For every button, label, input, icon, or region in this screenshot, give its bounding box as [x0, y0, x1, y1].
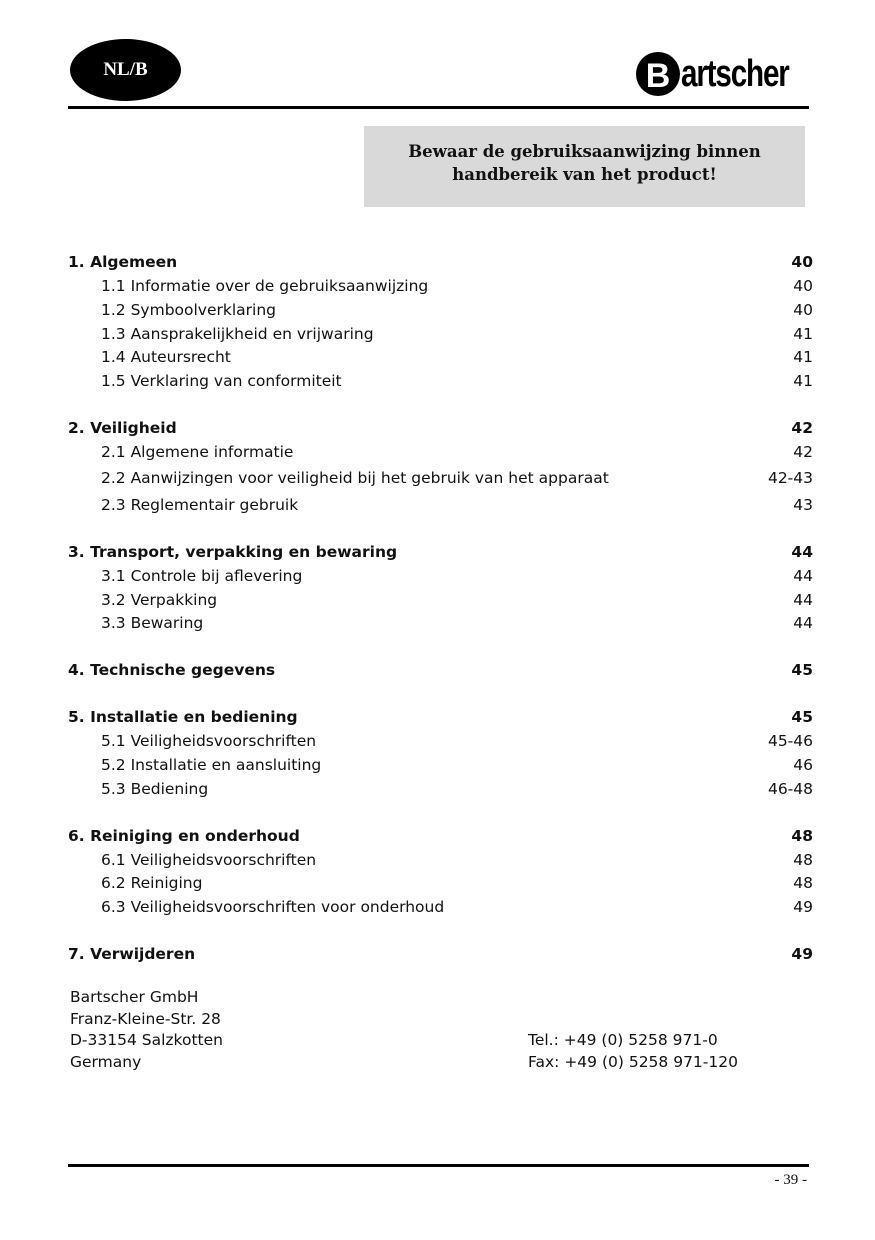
toc-item-label: 6.3 Veiligheidsvoorschriften voor onderhoud — [101, 898, 445, 916]
toc-item — [0, 588, 875, 612]
address-city: D-33154 Salzkotten — [70, 1031, 223, 1049]
toc-item — [0, 848, 875, 872]
toc-section-title: 4. Technische gegevens — [68, 661, 276, 679]
toc-item-label: 5.3 Bediening — [101, 780, 209, 798]
toc-section-title: 6. Reiniging en onderhoud — [68, 827, 300, 845]
brand-logo-b-icon — [636, 52, 680, 96]
toc-item-label: 3.2 Verpakking — [101, 591, 218, 609]
toc-item-page: 46-48 — [767, 780, 813, 798]
toc-section-page: 45 — [791, 708, 813, 726]
toc-item-page: 45-46 — [767, 732, 813, 750]
toc-section-page: 49 — [791, 945, 813, 963]
company-contact — [528, 1030, 738, 1073]
toc-item — [0, 871, 875, 895]
toc-item-label: 5.2 Installatie en aansluiting — [101, 756, 322, 774]
brand-logo-letter: B — [645, 57, 671, 95]
toc-item — [0, 298, 875, 322]
brand-name: artscher — [681, 53, 789, 95]
toc-section-title: 7. Verwijderen — [68, 945, 196, 963]
toc-item-label: 1.3 Aansprakelijkheid en vrijwaring — [101, 325, 374, 343]
toc-item-label: 1.4 Auteursrecht — [101, 348, 231, 366]
toc-item-page: 44 — [793, 614, 813, 632]
toc-item-page: 44 — [793, 567, 813, 585]
toc-section — [0, 658, 875, 682]
toc-item-page: 41 — [793, 372, 813, 390]
footer-divider — [68, 1164, 809, 1167]
toc-item — [0, 895, 875, 919]
language-badge: NL/B — [70, 39, 181, 101]
toc-item-page: 46 — [793, 756, 813, 774]
toc-item — [0, 274, 875, 298]
toc-section-title: 5. Installatie en bediening — [68, 708, 298, 726]
address-country: Germany — [70, 1052, 142, 1071]
notice-line-2: handbereik van het product! — [452, 165, 717, 184]
toc-item-label: 1.2 Symboolverklaring — [101, 301, 277, 319]
toc-item — [0, 729, 875, 753]
toc-item-label: 5.1 Veiligheidsvoorschriften — [101, 732, 317, 750]
toc-item-page: 40 — [793, 301, 813, 319]
toc-item-label: 1.1 Informatie over de gebruiksaanwijzing — [101, 277, 429, 295]
toc-item-page: 42-43 — [767, 469, 813, 487]
toc-item-label: 2.3 Reglementair gebruik — [101, 496, 299, 514]
toc-item-label: 6.2 Reiniging — [101, 874, 203, 892]
toc-item-label: 2.1 Algemene informatie — [101, 443, 294, 461]
toc-item-page: 48 — [793, 851, 813, 869]
toc-section — [0, 250, 875, 274]
toc-item-label: 2.2 Aanwijzingen voor veiligheid bij het gebruik van het apparaat — [101, 469, 609, 487]
toc-section — [0, 416, 875, 440]
toc-item — [0, 322, 875, 346]
toc-section — [0, 540, 875, 564]
notice-line-1: Bewaar de gebruiksaanwijzing binnen — [408, 142, 761, 161]
toc-section-page: 45 — [791, 661, 813, 679]
contact-tel: Tel.: +49 (0) 5258 971-0 — [528, 1031, 718, 1049]
toc-item-label: 3.3 Bewaring — [101, 614, 204, 632]
toc-item-page: 49 — [793, 898, 813, 916]
toc-item — [0, 440, 875, 464]
toc-section-page: 42 — [791, 419, 813, 437]
toc-item-page: 41 — [793, 325, 813, 343]
header-divider — [68, 106, 809, 109]
toc-item — [0, 345, 875, 369]
toc-item-page: 41 — [793, 348, 813, 366]
toc-item-page: 48 — [793, 874, 813, 892]
toc-section — [0, 942, 875, 966]
address-street: Franz-Kleine-Str. 28 — [70, 1009, 221, 1028]
toc-section-page: 40 — [791, 253, 813, 271]
toc-item — [0, 369, 875, 393]
toc-item-label: 6.1 Veiligheidsvoorschriften — [101, 851, 317, 869]
toc-section-title: 2. Veiligheid — [68, 419, 177, 437]
toc-item-page: 40 — [793, 277, 813, 295]
toc-item-page: 44 — [793, 591, 813, 609]
toc-section-page: 48 — [791, 827, 813, 845]
toc-item — [0, 777, 875, 801]
company-address — [70, 987, 223, 1073]
toc-section — [0, 824, 875, 848]
page-number: - 39 - — [774, 1172, 807, 1188]
toc-section-title: 3. Transport, verpakking en bewaring — [68, 543, 398, 561]
toc-item — [0, 753, 875, 777]
toc-item-page: 42 — [793, 443, 813, 461]
notice-box — [364, 126, 805, 207]
toc-section-page: 44 — [791, 543, 813, 561]
toc-item — [0, 493, 875, 517]
toc-item-page: 43 — [793, 496, 813, 514]
toc-item — [0, 564, 875, 588]
toc-section-title: 1. Algemeen — [68, 253, 178, 271]
toc-item-label: 3.1 Controle bij aflevering — [101, 567, 303, 585]
toc-item — [0, 611, 875, 635]
toc-section — [0, 705, 875, 729]
toc-item — [0, 466, 875, 490]
brand-logo — [636, 46, 819, 102]
toc-item-label: 1.5 Verklaring van conformiteit — [101, 372, 342, 390]
contact-fax: Fax: +49 (0) 5258 971-120 — [528, 1052, 738, 1071]
company-name: Bartscher GmbH — [70, 988, 199, 1006]
